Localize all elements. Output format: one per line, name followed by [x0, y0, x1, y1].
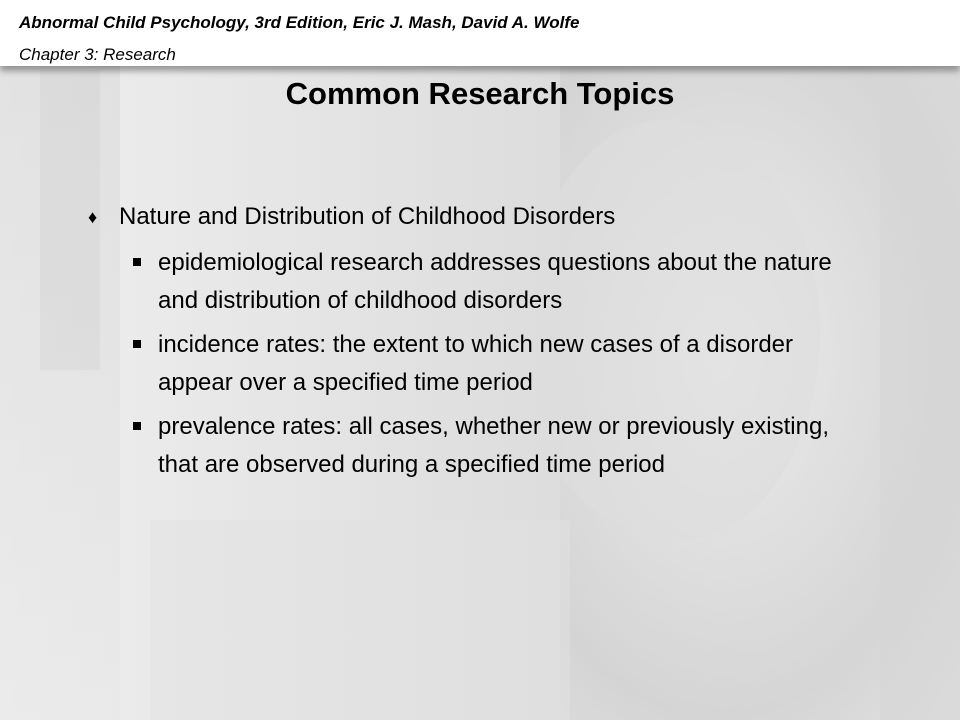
sub-bullet-item [88, 244, 858, 320]
sub-bullet-item [88, 408, 858, 484]
slide-title: Common Research Topics [285, 76, 675, 111]
sub-bullet-text: incidence rates: the extent to which new cases of a disorder appear over a specified time period [158, 331, 794, 396]
main-bullet-text: Nature and Distribution of Childhood Disorders [119, 203, 616, 230]
square-bullet-icon [133, 422, 141, 430]
sub-bullet-list [88, 244, 888, 484]
background-shape [150, 520, 570, 720]
sub-bullet-text: prevalence rates: all cases, whether new or previously existing, that are observed during a specified time period [158, 413, 829, 478]
square-bullet-icon [133, 258, 141, 266]
sub-bullet-item [88, 326, 858, 402]
diamond-bullet-icon: ♦ [88, 207, 98, 227]
square-bullet-icon [133, 340, 141, 348]
book-title: Abnormal Child Psychology, 3rd Edition, Eric J. Mash, David A. Wolfe [19, 13, 580, 32]
chapter-label: Chapter 3: Research [19, 45, 176, 64]
header-bar [0, 0, 960, 66]
slide-content [88, 198, 888, 490]
main-bullet-item [88, 198, 888, 236]
sub-bullet-text: epidemiological research addresses questions about the nature and distribution of childhood disorders [158, 249, 832, 314]
background-shape [880, 70, 960, 720]
